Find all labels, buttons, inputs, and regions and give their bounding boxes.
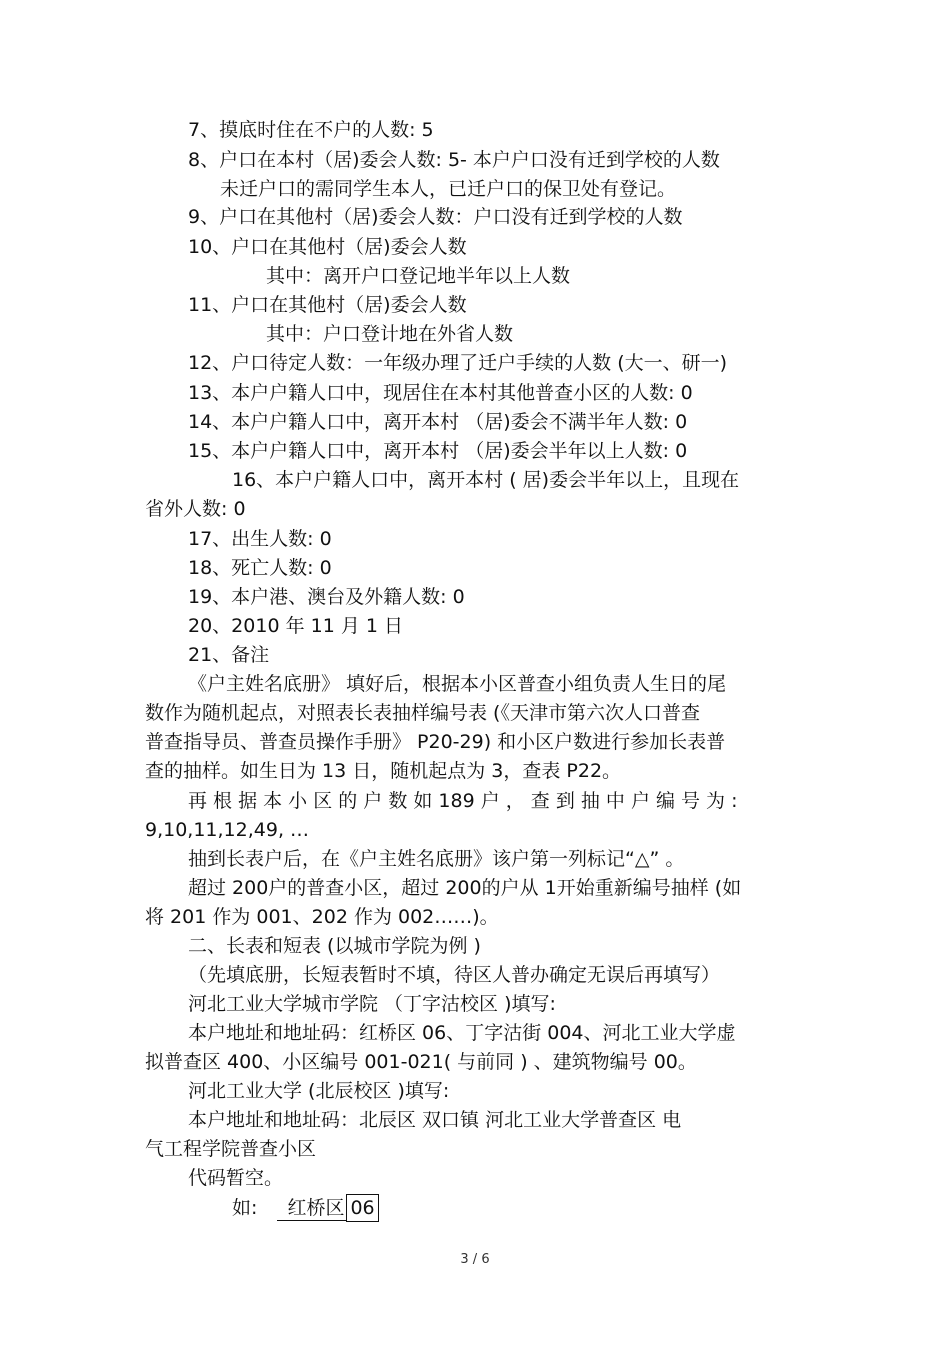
text-line-17: 17、出生人数: 0: [188, 528, 332, 550]
text-line-20: 20、2010 年 11 月 1 日: [188, 615, 403, 637]
text-line-10-sub: 其中：离开户口登记地半年以上人数: [266, 265, 571, 287]
text-line-9: 9、户口在其他村（居)委会人数：户口没有迁到学校的人数: [188, 206, 683, 228]
paragraph-over200-line-1: 超过 200户的普查小区，超过 200的户从 1开始重新编号抽样 (如: [188, 877, 742, 899]
campus-dingzigu-address-line-1: 本户地址和地址码：红桥区 06、丁字沽街 004、河北工业大学虚: [188, 1022, 736, 1044]
paragraph-note-line-4: 查的抽样。如生日为 13 日，随机起点为 3，查表 P22。: [145, 760, 622, 782]
text-line-19: 19、本户港、澳台及外籍人数: 0: [188, 586, 465, 608]
campus-beichen-heading: 河北工业大学 (北辰校区 )填写:: [188, 1080, 450, 1102]
address-code-example: [232, 1194, 379, 1222]
text-line-10: 10、户口在其他村（居)委会人数: [188, 236, 467, 258]
paragraph-note-line-3: 普查指导员、普查员操作手册》 P20-29) 和小区户数进行参加长表普: [145, 731, 726, 753]
example-district-field: 红桥区: [277, 1196, 346, 1221]
text-line-11-sub: 其中：户口登计地在外省人数: [266, 323, 514, 345]
example-district-code-box: 06: [346, 1194, 378, 1222]
campus-dingzigu-heading: 河北工业大学城市学院 （丁字沽校区 )填写:: [188, 993, 556, 1015]
text-line-16: 16、本户户籍人口中，离开本村 ( 居)委会半年以上，且现在: [232, 469, 740, 491]
campus-beichen-address-line-1: 本户地址和地址码：北辰区 双口镇 河北工业大学普查区 电: [188, 1109, 682, 1131]
text-line-8-cont: 未迁户口的需同学生本人，已迁户口的保卫处有登记。: [220, 178, 677, 200]
text-line-15: 15、本户户籍人口中，离开本村 （居)委会半年以上人数: 0: [188, 440, 688, 462]
text-line-8: 8、户口在本村（居)委会人数: 5- 本户户口没有迁到学校的人数: [188, 149, 720, 171]
campus-dingzigu-address-line-2: 拟普查区 400、小区编号 001-021( 与前同 ) 、建筑物编号 00。: [145, 1051, 697, 1073]
text-line-18: 18、死亡人数: 0: [188, 557, 332, 579]
text-line-12: 12、户口待定人数：一年级办理了迁户手续的人数 (大一、研一): [188, 352, 728, 374]
paragraph-note-line-2: 数作为随机起点，对照表长表抽样编号表 (《天津市第六次人口普查: [145, 702, 700, 724]
text-line-13: 13、本户户籍人口中，现居住在本村其他普查小区的人数: 0: [188, 382, 693, 404]
paragraph-over200-line-2: 将 201 作为 001、202 作为 002……)。: [145, 906, 499, 928]
page-number: 3 / 6: [460, 1252, 490, 1267]
text-line-16-cont: 省外人数: 0: [145, 498, 246, 520]
paragraph-note-line-1: 《户主姓名底册》 填好后，根据本小区普查小组负责人生日的尾: [188, 673, 727, 695]
section-heading-long-short: 二、长表和短表 (以城市学院为例 ): [188, 935, 481, 957]
text-line-14: 14、本户户籍人口中，离开本村 （居)委会不满半年人数: 0: [188, 411, 688, 433]
text-line-11: 11、户口在其他村（居)委会人数: [188, 294, 467, 316]
text-line-7: 7、摸底时住在不户的人数: 5: [188, 119, 434, 141]
paragraph-count-line-2: 9,10,11,12,49, …: [145, 819, 310, 841]
code-empty-note: 代码暂空。: [188, 1167, 284, 1189]
campus-beichen-address-line-2: 气工程学院普查小区: [145, 1138, 317, 1160]
paragraph-mark-line: 抽到长表户后，在《户主姓名底册》该户第一列标记“△” 。: [188, 848, 685, 870]
paragraph-count-line-1: 再 根 据 本 小 区 的 户 数 如 189 户 ， 查 到 抽 中 户 编 号 为 :: [188, 790, 738, 812]
example-prefix: 如:: [232, 1197, 258, 1219]
section-note: （先填底册，长短表暂时不填，待区人普办确定无误后再填写）: [188, 964, 721, 986]
text-line-21: 21、备注: [188, 644, 270, 666]
